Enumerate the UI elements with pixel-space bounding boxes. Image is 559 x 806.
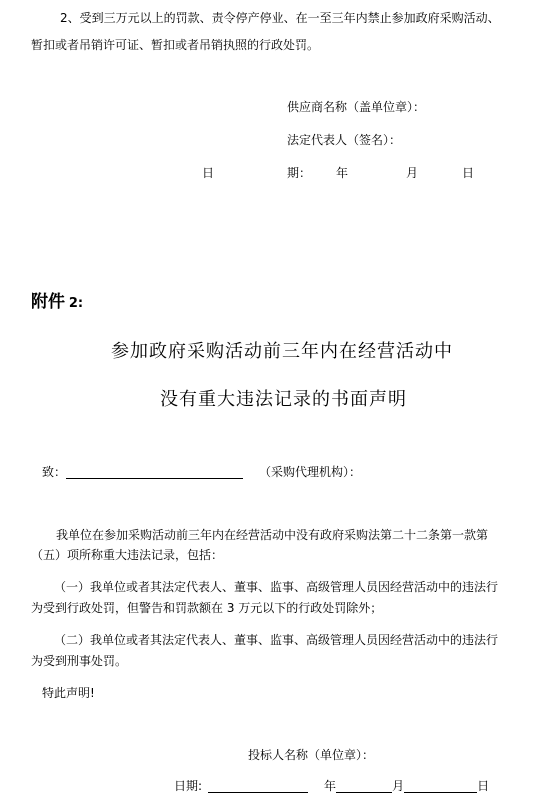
paragraph-line: 暂扣或者吊销许可证、暂扣或者吊销执照的行政处罚。 bbox=[31, 38, 320, 52]
date-label: 期： bbox=[287, 166, 312, 180]
day-label: 日 bbox=[462, 166, 475, 180]
document-title-line1: 参加政府采购活动前三年内在经营活动中 bbox=[111, 341, 453, 362]
signature-day-label: 日 bbox=[477, 779, 490, 793]
item-two-line2: 为受到刑事处罚。 bbox=[31, 654, 128, 668]
item-one-line1: （一）我单位或者其法定代表人、董事、监事、高级管理人员因经营活动中的违法行 bbox=[54, 580, 499, 594]
declaration-text: 特此声明! bbox=[42, 686, 95, 700]
date-blank[interactable] bbox=[208, 779, 308, 793]
month-label: 月 bbox=[406, 166, 419, 180]
to-label: 致： bbox=[42, 465, 67, 479]
item-one-line2: 为受到行政处罚，但警告和罚款额在 3 万元以下的行政处罚除外； bbox=[31, 601, 383, 615]
addressee-row bbox=[42, 465, 361, 479]
month-blank[interactable] bbox=[404, 779, 477, 793]
attachment-number: 2: bbox=[68, 296, 84, 311]
signature-month-label: 月 bbox=[392, 779, 405, 793]
addressee-blank[interactable] bbox=[66, 465, 243, 479]
agency-label: （采购代理机构）： bbox=[259, 465, 362, 479]
year-label: 年 bbox=[336, 166, 349, 180]
supplier-name-label: 供应商名称（盖单位章）： bbox=[287, 100, 426, 114]
signature-date-row bbox=[174, 779, 489, 793]
bidder-label: 投标人名称（单位章）： bbox=[248, 748, 375, 762]
attachment-heading bbox=[31, 292, 83, 312]
paragraph-line: 2、受到三万元以上的罚款、责令停产停业、在一至三年内禁止参加政府采购活动、 bbox=[60, 11, 500, 25]
signature-date-label: 日期: bbox=[174, 779, 203, 793]
date-day-label: 日 bbox=[202, 166, 215, 180]
legal-rep-label: 法定代表人（签名）： bbox=[287, 133, 402, 147]
body-line: （五）项所称重大违法记录，包括： bbox=[31, 548, 224, 562]
attachment-label: 附件 bbox=[31, 292, 65, 312]
signature-year-label: 年 bbox=[324, 779, 337, 793]
document-title-line2: 没有重大违法记录的书面声明 bbox=[160, 389, 407, 410]
year-blank[interactable] bbox=[336, 779, 392, 793]
body-line: 我单位在参加采购活动前三年内在经营活动中没有政府采购法第二十二条第一款第 bbox=[56, 528, 489, 542]
item-two-line1: （二）我单位或者其法定代表人、董事、监事、高级管理人员因经营活动中的违法行 bbox=[54, 633, 499, 647]
